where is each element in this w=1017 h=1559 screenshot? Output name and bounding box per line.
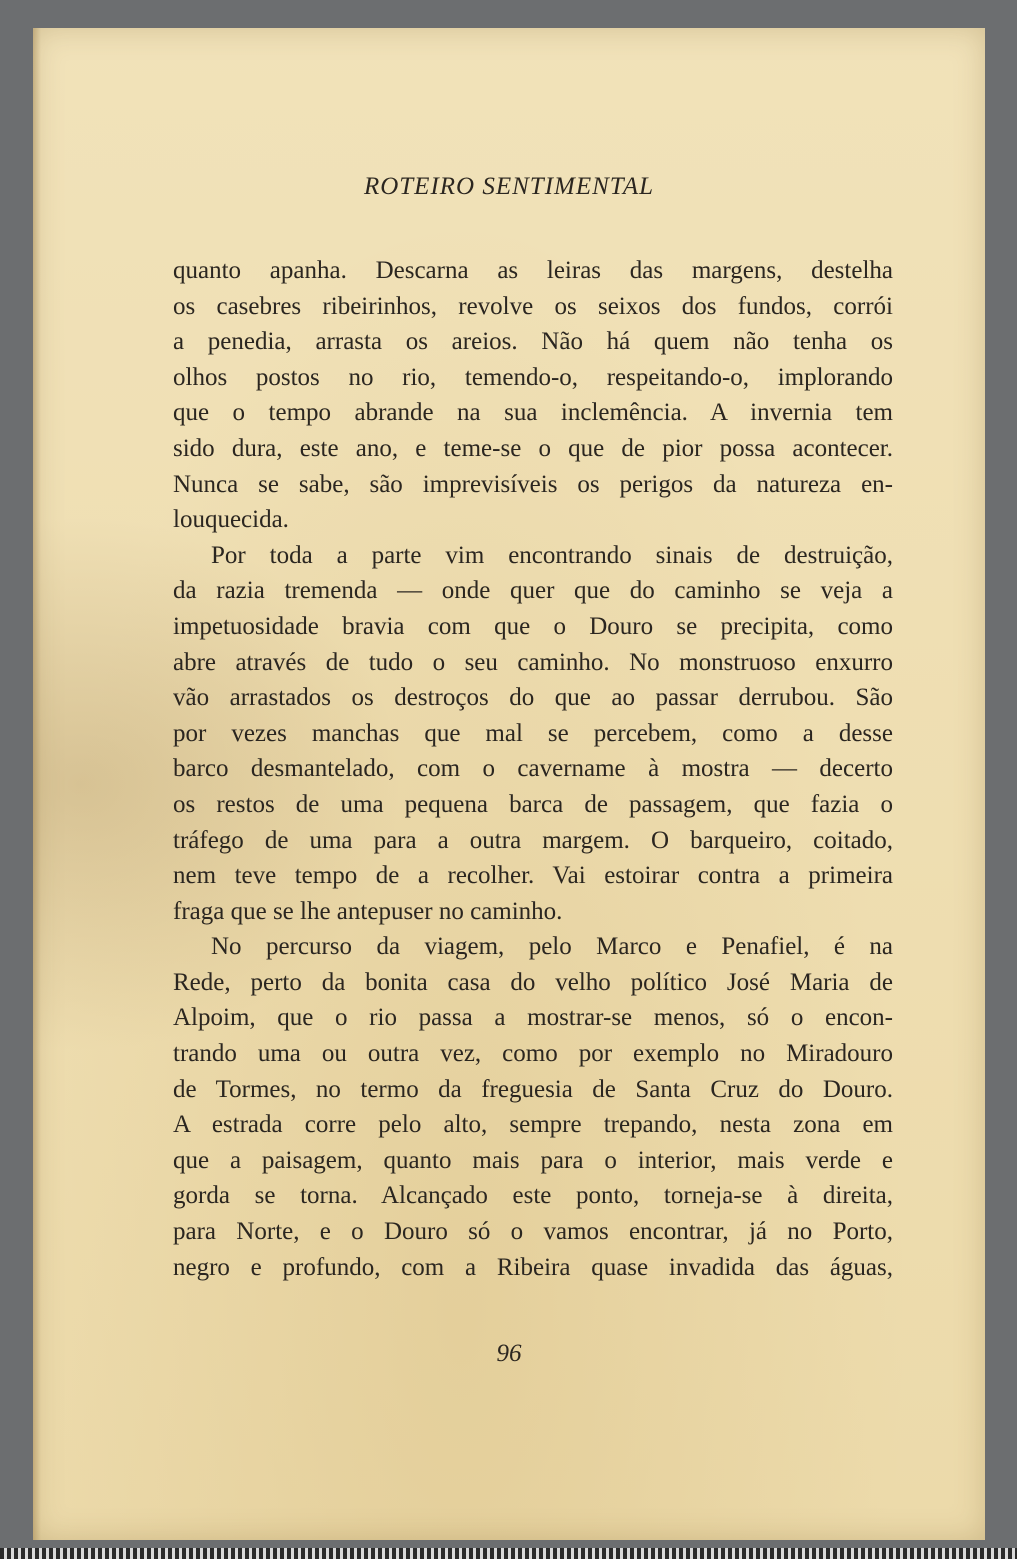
text-line: vão arrastados os destroços do que ao passar derrubou. São [173, 684, 893, 712]
running-head: ROTEIRO SENTIMENTAL [363, 173, 655, 200]
text-line: Rede, perto da bonita casa do velho político José Maria de [173, 968, 893, 996]
text-line: de Tormes, no termo da freguesia de Santa Cruz do Douro. [173, 1075, 893, 1103]
text-line: No percurso da viagem, pelo Marco e Penafiel, é na [211, 933, 893, 961]
text-line: abre através de tudo o seu caminho. No monstruoso enxurro [173, 648, 893, 676]
body-text [173, 253, 893, 1285]
text-line: para Norte, e o Douro só o vamos encontrar, já no Porto, [173, 1218, 893, 1246]
text-line: gorda se torna. Alcançado este ponto, torneja-se à direita, [173, 1182, 893, 1210]
text-line: Por toda a parte vim encontrando sinais de destruição, [211, 541, 893, 569]
text-line: por vezes manchas que mal se percebem, como a desse [173, 719, 893, 747]
text-line: que a paisagem, quanto mais para o interior, mais verde e [173, 1146, 893, 1174]
text-line: sido dura, este ano, e teme-se o que de pior possa acontecer. [173, 434, 893, 462]
text-line: barco desmantelado, com o cavername à mostra — decerto [173, 755, 893, 783]
text-line: os casebres ribeirinhos, revolve os seixos dos fundos, corrói [173, 292, 893, 320]
text-line: os restos de uma pequena barca de passagem, que fazia o [173, 790, 893, 818]
text-line: impetuosidade bravia com que o Douro se precipita, como [173, 612, 893, 640]
text-line: Nunca se sabe, são imprevisíveis os perigos da natureza en- [173, 470, 893, 498]
text-line: a penedia, arrasta os areios. Não há quem não tenha os [173, 328, 893, 356]
text-line: Alpoim, que o rio passa a mostrar-se menos, só o encon- [173, 1004, 893, 1032]
text-line: tráfego de uma para a outra margem. O barqueiro, coitado, [173, 826, 893, 854]
text-line: A estrada corre pelo alto, sempre trepando, nesta zona em [173, 1111, 893, 1139]
text-line: fraga que se lhe antepuser no caminho. [173, 897, 563, 925]
text-line: louquecida. [173, 506, 289, 534]
scanner-calibration-strip [0, 1548, 1017, 1559]
text-line: trando uma ou outra vez, como por exemplo no Miradouro [173, 1040, 893, 1068]
text-line: negro e profundo, com a Ribeira quase invadida das águas, [173, 1253, 893, 1281]
text-line: da razia tremenda — onde quer que do caminho se veja a [173, 577, 893, 605]
text-line: nem teve tempo de a recolher. Vai estoirar contra a primeira [173, 862, 893, 890]
text-line: quanto apanha. Descarna as leiras das margens, destelha [173, 257, 893, 284]
book-page [33, 28, 985, 1540]
page-gutter-shadow [33, 28, 41, 1540]
text-line: olhos postos no rio, temendo-o, respeitando-o, implorando [173, 363, 893, 391]
text-line: que o tempo abrande na sua inclemência. A invernia tem [173, 399, 893, 427]
page-number: 96 [496, 1340, 522, 1367]
